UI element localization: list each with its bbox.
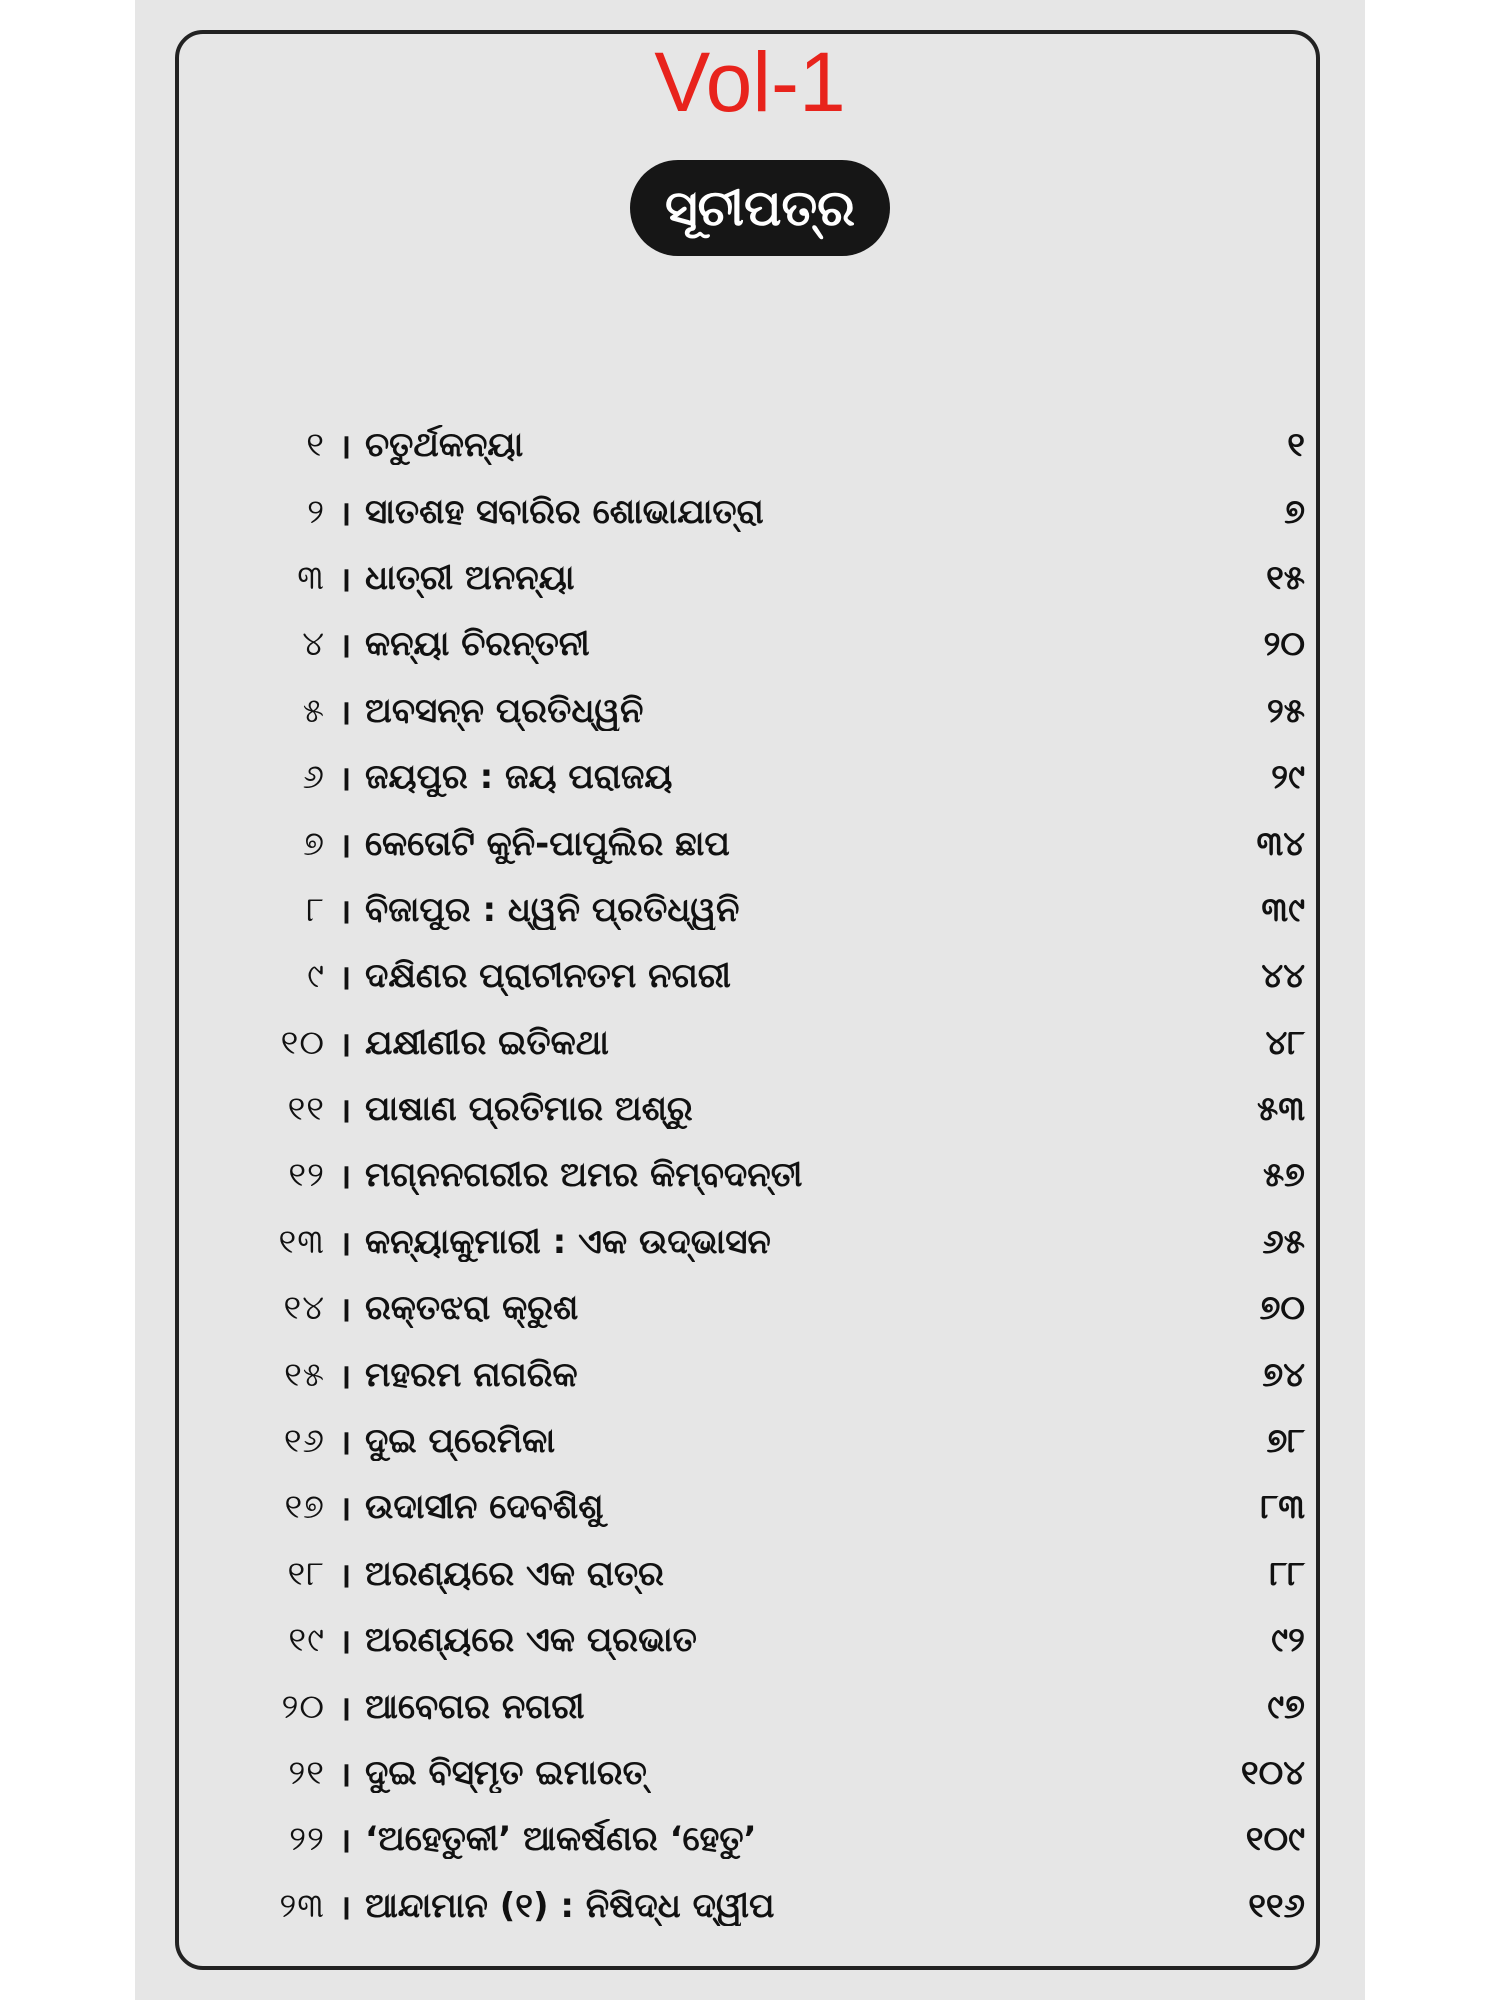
entry-page-number: ୭୦ [1259, 1288, 1305, 1329]
entry-number: ୯ [307, 956, 325, 997]
entry-number: ୨୨ [289, 1819, 325, 1860]
toc-entry [215, 1673, 1305, 1739]
entry-number: ୧୪ [283, 1288, 325, 1329]
toc-entry [215, 1873, 1305, 1939]
toc-entry [215, 1740, 1305, 1806]
entry-separator: । [338, 493, 352, 534]
toc-entry [215, 943, 1305, 1009]
entry-separator: । [338, 1887, 352, 1928]
entry-number: ୧୧ [287, 1089, 325, 1130]
entry-page-number: ୮୮ [1269, 1553, 1305, 1594]
entry-separator: । [338, 825, 352, 866]
entry-number: ୧୩ [278, 1221, 325, 1262]
toc-entry [215, 1541, 1305, 1607]
entry-number: ୨୧ [288, 1753, 325, 1793]
entry-number: ୨୦ [281, 1686, 325, 1727]
entry-separator: । [338, 1821, 352, 1862]
entry-separator: । [338, 1688, 352, 1729]
entry-separator: । [338, 1223, 352, 1264]
entry-number: ୬ [302, 757, 325, 798]
entry-title: ବିଜାପୁର : ଧ୍ୱନି ପ୍ରତିଧ୍ୱନି [365, 889, 740, 930]
entry-number: ୩ [297, 557, 325, 598]
entry-number: ୪ [302, 624, 325, 665]
table-of-contents [215, 412, 1305, 1939]
entry-title: ରକ୍ତଝରା କ୍ରୁଶ [365, 1288, 579, 1329]
entry-title: ଦୁଇ ପ୍ରେମିକା [365, 1421, 556, 1462]
entry-separator: । [338, 1290, 352, 1331]
entry-title: କନ୍ୟାକୁମାରୀ : ଏକ ଉଦ୍‌ଭାସନ [365, 1221, 771, 1262]
entry-title: ଅରଣ୍ୟରେ ଏକ ରାତ୍ର [365, 1553, 664, 1594]
toc-entry [215, 1474, 1305, 1540]
entry-page-number: ୭୮ [1266, 1421, 1305, 1462]
entry-separator: । [338, 1024, 352, 1065]
entry-separator: । [338, 427, 352, 468]
entry-separator: । [338, 1356, 352, 1397]
entry-title: ମଗ୍ନନଗରୀର ଅମର କିମ୍ବଦନ୍ତୀ [365, 1155, 803, 1196]
entry-number: ୨୩ [279, 1885, 325, 1926]
toc-entry [215, 877, 1305, 943]
entry-page-number: ୫୩ [1257, 1089, 1305, 1130]
entry-title: ‘ଅହେତୁକୀ’ ଆକର୍ଷଣର ‘ହେତୁ’ [365, 1819, 757, 1860]
entry-title: ଆନ୍ଦାମାନ (୧) : ନିଷିଦ୍ଧ ଦ୍ୱୀପ [365, 1885, 775, 1926]
toc-entry [215, 545, 1305, 611]
entry-separator: । [338, 1423, 352, 1464]
contents-heading: ସୂଚୀପତ୍ର [630, 160, 890, 256]
entry-title: ଯକ୍ଷୀଣୀର ଇତିକଥା [365, 1022, 609, 1063]
entry-page-number: ୮୩ [1260, 1487, 1305, 1528]
entry-title: ପାଷାଣ ପ୍ରତିମାର ଅଶ୍ରୁ [365, 1089, 693, 1130]
entry-separator: । [338, 1489, 352, 1530]
entry-title: ଆବେଗର ନଗରୀ [365, 1686, 585, 1727]
entry-separator: । [338, 1622, 352, 1663]
volume-label: Vol-1 [654, 35, 846, 129]
entry-page-number: ୭୪ [1262, 1354, 1305, 1395]
entry-separator: । [338, 559, 352, 600]
entry-separator: । [338, 1555, 352, 1596]
entry-page-number: ୩୪ [1256, 823, 1305, 864]
entry-title: ମହରମ ନାଗରିକ [365, 1354, 578, 1395]
entry-title: କନ୍ୟା ଚିରନ୍ତନୀ [365, 624, 590, 665]
toc-entry [215, 1607, 1305, 1673]
entry-separator: । [338, 958, 352, 999]
entry-title: ଦକ୍ଷିଣର ପ୍ରାଚୀନତମ ନଗରୀ [365, 956, 731, 997]
toc-entry [215, 1806, 1305, 1872]
toc-entry [215, 412, 1305, 478]
entry-page-number: ୫୭ [1262, 1155, 1305, 1196]
entry-page-number: ୩୯ [1261, 889, 1305, 930]
entry-number: ୧ [306, 425, 325, 466]
entry-page-number: ୨୫ [1266, 690, 1305, 731]
entry-page-number: ୬୫ [1262, 1221, 1305, 1262]
toc-entry [215, 1142, 1305, 1208]
entry-number: ୧୯ [288, 1620, 325, 1661]
entry-title: ଧାତ୍ରୀ ଅନନ୍ୟା [365, 557, 575, 598]
entry-title: ଅବସନ୍ନ ପ୍ରତିଧ୍ୱନି [365, 690, 644, 731]
entry-separator: । [338, 1157, 352, 1198]
toc-entry [215, 1341, 1305, 1407]
entry-title: ଉଦାସୀନ ଦେବଶିଶୁ [365, 1487, 604, 1528]
toc-entry [215, 678, 1305, 744]
entry-page-number: ୧୦୪ [1240, 1753, 1305, 1793]
entry-title: ଜୟପୁର : ଜୟ ପରାଜୟ [365, 757, 673, 798]
entry-page-number: ୨୯ [1271, 757, 1305, 798]
toc-entry [215, 744, 1305, 810]
entry-separator: । [338, 626, 352, 667]
toc-entry [215, 1275, 1305, 1341]
entry-page-number: ୧ [1287, 425, 1305, 466]
entry-number: ୫ [302, 690, 325, 731]
entry-title: ଅରଣ୍ୟରେ ଏକ ପ୍ରଭାତ [365, 1620, 697, 1661]
toc-entry [215, 478, 1305, 544]
entry-page-number: ୯୨ [1271, 1620, 1305, 1661]
entry-page-number: ୭ [1284, 491, 1305, 532]
entry-title: ଦୁଇ ବିସ୍ମୃତ ଇମାରତ୍ [365, 1753, 647, 1793]
entry-number: ୧୦ [280, 1022, 325, 1063]
entry-separator: । [338, 692, 352, 733]
entry-number: ୭ [303, 823, 325, 864]
toc-entry [215, 1209, 1305, 1275]
entry-number: ୧୫ [284, 1354, 325, 1395]
entry-page-number: ୧୦୯ [1245, 1819, 1305, 1860]
entry-separator: । [338, 759, 352, 800]
entry-title: ଚତୁର୍ଥକନ୍ୟା [365, 425, 524, 466]
entry-separator: । [338, 1755, 352, 1795]
entry-page-number: ୪୮ [1265, 1022, 1305, 1063]
toc-entry [215, 1076, 1305, 1142]
entry-number: ୧୭ [284, 1487, 325, 1528]
entry-number: ୧୬ [283, 1421, 325, 1462]
entry-number: ୧୨ [288, 1155, 325, 1196]
toc-entry [215, 1010, 1305, 1076]
entry-separator: । [338, 1091, 352, 1132]
entry-separator: । [338, 891, 352, 932]
toc-entry [215, 1408, 1305, 1474]
entry-number: ୨ [307, 491, 325, 532]
entry-page-number: ୯୭ [1267, 1686, 1305, 1727]
entry-page-number: ୧୧୬ [1248, 1885, 1305, 1926]
entry-page-number: ୪୪ [1261, 956, 1305, 997]
entry-page-number: ୨୦ [1263, 624, 1305, 665]
entry-title: ସାତଶହ ସବାରିର ଶୋଭାଯାତ୍ରା [365, 491, 764, 532]
toc-entry [215, 810, 1305, 876]
entry-number: ୧୮ [287, 1553, 325, 1594]
entry-number: ୮ [306, 889, 325, 930]
entry-page-number: ୧୫ [1266, 557, 1305, 598]
toc-entry [215, 611, 1305, 677]
entry-title: କେତୋଟି କୁନି-ପାପୁଲିର ଛାପ [365, 823, 730, 864]
